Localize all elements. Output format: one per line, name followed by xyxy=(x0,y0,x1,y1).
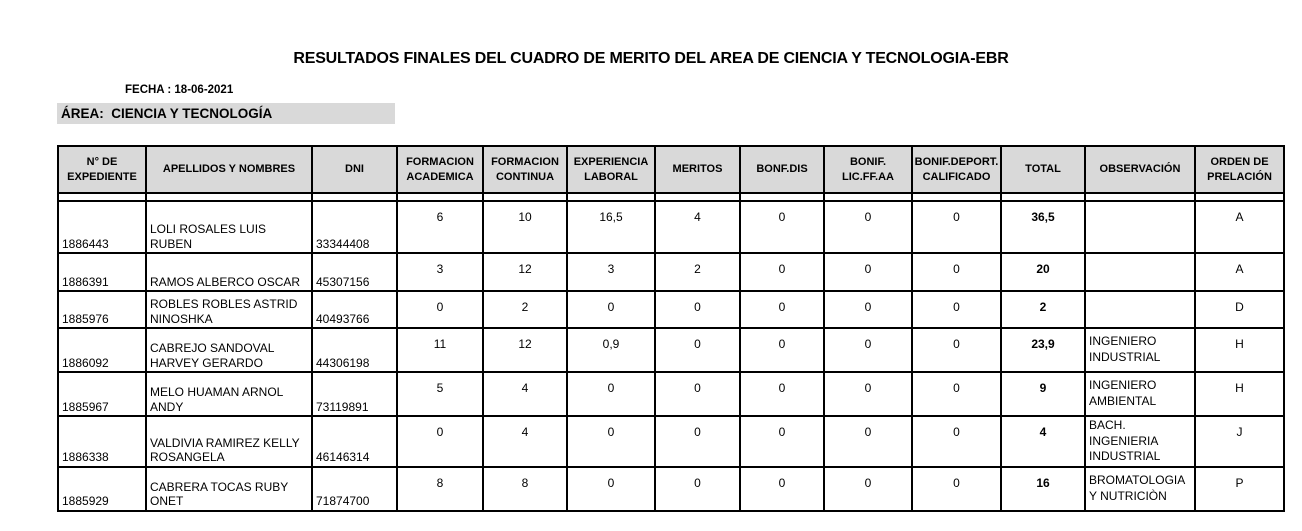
cell-expediente: 1886092 xyxy=(58,328,146,372)
cell-total: 36,5 xyxy=(1001,201,1085,253)
column-header-total: TOTAL xyxy=(1001,146,1085,193)
cell-expediente: 1885967 xyxy=(58,372,146,416)
table-row-4 xyxy=(58,328,1284,372)
cell-bonif_deport_calificado: 0 xyxy=(912,328,1001,372)
cell-bonif_deport_calificado: 0 xyxy=(912,201,1001,253)
table-row-7 xyxy=(58,467,1284,511)
cell-formacion_continua: 4 xyxy=(483,372,567,416)
cell-orden_prelacion: H xyxy=(1195,328,1284,372)
cell-observacion: BROMATOLOGIA Y NUTRICIÒN xyxy=(1085,467,1195,511)
cell-formacion_academica: 3 xyxy=(397,253,483,291)
spacer-cell xyxy=(1085,193,1195,201)
cell-nombres: RAMOS ALBERCO OSCAR xyxy=(146,253,312,291)
cell-experiencia_laboral: 0 xyxy=(567,372,655,416)
area-label: ÁREA: CIENCIA Y TECNOLOGÍA xyxy=(57,103,395,124)
cell-experiencia_laboral: 0,9 xyxy=(567,328,655,372)
table-row-2 xyxy=(58,253,1284,291)
spacer-cell xyxy=(740,193,824,201)
cell-formacion_continua: 2 xyxy=(483,291,567,328)
cell-bonif_lic_ffaa: 0 xyxy=(824,328,912,372)
spacer-cell xyxy=(655,193,740,201)
cell-meritos: 2 xyxy=(655,253,740,291)
cell-orden_prelacion: A xyxy=(1195,253,1284,291)
column-header-expediente: N° DE EXPEDIENTE xyxy=(58,146,146,193)
cell-experiencia_laboral: 3 xyxy=(567,253,655,291)
column-header-nombres: APELLIDOS Y NOMBRES xyxy=(146,146,312,193)
cell-observacion: INGENIERO AMBIENTAL xyxy=(1085,372,1195,416)
cell-nombres: ROBLES ROBLES ASTRID NINOSHKA xyxy=(146,291,312,328)
cell-bonf_dis: 0 xyxy=(740,328,824,372)
cell-observacion: BACH. INGENIERIA INDUSTRIAL xyxy=(1085,416,1195,467)
cell-dni: 46146314 xyxy=(312,416,397,467)
cell-dni: 40493766 xyxy=(312,291,397,328)
cell-expediente: 1886391 xyxy=(58,253,146,291)
cell-expediente: 1886443 xyxy=(58,201,146,253)
spacer-cell xyxy=(1001,193,1085,201)
column-header-bonf_dis: BONF.DIS xyxy=(740,146,824,193)
cell-dni: 71874700 xyxy=(312,467,397,511)
cell-formacion_academica: 5 xyxy=(397,372,483,416)
spacer-cell xyxy=(1195,193,1284,201)
cell-total: 4 xyxy=(1001,416,1085,467)
cell-orden_prelacion: A xyxy=(1195,201,1284,253)
spacer-cell xyxy=(824,193,912,201)
cell-formacion_continua: 10 xyxy=(483,201,567,253)
cell-meritos: 0 xyxy=(655,372,740,416)
fecha-label: FECHA : 18-06-2021 xyxy=(125,84,234,96)
column-header-observacion: OBSERVACIÓN xyxy=(1085,146,1195,193)
cell-bonf_dis: 0 xyxy=(740,291,824,328)
cell-dni: 44306198 xyxy=(312,328,397,372)
spacer-cell xyxy=(483,193,567,201)
cell-bonif_lic_ffaa: 0 xyxy=(824,467,912,511)
cell-total: 2 xyxy=(1001,291,1085,328)
cell-formacion_academica: 0 xyxy=(397,416,483,467)
cell-meritos: 0 xyxy=(655,328,740,372)
cell-experiencia_laboral: 0 xyxy=(567,291,655,328)
cell-experiencia_laboral: 16,5 xyxy=(567,201,655,253)
cell-orden_prelacion: H xyxy=(1195,372,1284,416)
table-row-1 xyxy=(58,201,1284,253)
cell-dni: 73119891 xyxy=(312,372,397,416)
cell-nombres: MELO HUAMAN ARNOL ANDY xyxy=(146,372,312,416)
column-header-experiencia_laboral: EXPERIENCIA LABORAL xyxy=(567,146,655,193)
cell-bonf_dis: 0 xyxy=(740,467,824,511)
cell-nombres: CABREJO SANDOVAL HARVEY GERARDO xyxy=(146,328,312,372)
cell-experiencia_laboral: 0 xyxy=(567,416,655,467)
cell-bonif_deport_calificado: 0 xyxy=(912,253,1001,291)
cell-bonif_deport_calificado: 0 xyxy=(912,372,1001,416)
cell-bonf_dis: 0 xyxy=(740,372,824,416)
column-header-dni: DNI xyxy=(312,146,397,193)
column-header-bonif_lic_ffaa: BONIF. LIC.FF.AA xyxy=(824,146,912,193)
spacer-cell xyxy=(397,193,483,201)
cell-orden_prelacion: P xyxy=(1195,467,1284,511)
cell-dni: 33344408 xyxy=(312,201,397,253)
column-header-meritos: MERITOS xyxy=(655,146,740,193)
spacer-cell xyxy=(58,193,146,201)
cell-bonf_dis: 0 xyxy=(740,253,824,291)
cell-orden_prelacion: D xyxy=(1195,291,1284,328)
cell-bonif_lic_ffaa: 0 xyxy=(824,253,912,291)
cell-nombres: VALDIVIA RAMIREZ KELLY ROSANGELA xyxy=(146,416,312,467)
cell-meritos: 0 xyxy=(655,467,740,511)
cell-formacion_continua: 12 xyxy=(483,328,567,372)
column-header-orden_prelacion: ORDEN DE PRELACIÓN xyxy=(1195,146,1284,193)
cell-observacion xyxy=(1085,253,1195,291)
cell-observacion xyxy=(1085,291,1195,328)
cell-formacion_continua: 12 xyxy=(483,253,567,291)
table-body xyxy=(58,193,1284,511)
cell-bonif_deport_calificado: 0 xyxy=(912,416,1001,467)
cell-nombres: CABRERA TOCAS RUBY ONET xyxy=(146,467,312,511)
spacer-cell xyxy=(312,193,397,201)
cell-observacion: INGENIERO INDUSTRIAL xyxy=(1085,328,1195,372)
column-header-formacion_continua: FORMACION CONTINUA xyxy=(483,146,567,193)
cell-formacion_continua: 8 xyxy=(483,467,567,511)
table-header-row xyxy=(58,146,1284,193)
cell-observacion xyxy=(1085,201,1195,253)
cell-bonif_lic_ffaa: 0 xyxy=(824,372,912,416)
spacer-cell xyxy=(567,193,655,201)
cell-expediente: 1885929 xyxy=(58,467,146,511)
cell-meritos: 4 xyxy=(655,201,740,253)
cell-experiencia_laboral: 0 xyxy=(567,467,655,511)
cell-bonif_deport_calificado: 0 xyxy=(912,291,1001,328)
cell-dni: 45307156 xyxy=(312,253,397,291)
spacer-cell xyxy=(912,193,1001,201)
cell-formacion_academica: 6 xyxy=(397,201,483,253)
spacer-cell xyxy=(146,193,312,201)
cell-total: 20 xyxy=(1001,253,1085,291)
cell-bonif_lic_ffaa: 0 xyxy=(824,416,912,467)
cell-meritos: 0 xyxy=(655,416,740,467)
cell-bonf_dis: 0 xyxy=(740,416,824,467)
document-title: RESULTADOS FINALES DEL CUADRO DE MERITO DEL AREA DE CIENCIA Y TECNOLOGIA-EBR xyxy=(293,50,1009,67)
cell-bonif_deport_calificado: 0 xyxy=(912,467,1001,511)
cell-bonf_dis: 0 xyxy=(740,201,824,253)
merit-results-table xyxy=(57,145,1285,512)
spacer-row xyxy=(58,193,1284,201)
cell-formacion_academica: 0 xyxy=(397,291,483,328)
cell-total: 16 xyxy=(1001,467,1085,511)
cell-bonif_lic_ffaa: 0 xyxy=(824,291,912,328)
cell-expediente: 1885976 xyxy=(58,291,146,328)
cell-bonif_lic_ffaa: 0 xyxy=(824,201,912,253)
column-header-formacion_academica: FORMACION ACADEMICA xyxy=(397,146,483,193)
cell-total: 9 xyxy=(1001,372,1085,416)
cell-formacion_academica: 8 xyxy=(397,467,483,511)
column-header-bonif_deport_calificado: BONIF.DEPORT.CALIFICADO xyxy=(912,146,1001,193)
cell-formacion_continua: 4 xyxy=(483,416,567,467)
cell-expediente: 1886338 xyxy=(58,416,146,467)
table-row-5 xyxy=(58,372,1284,416)
cell-orden_prelacion: J xyxy=(1195,416,1284,467)
cell-nombres: LOLI ROSALES LUIS RUBEN xyxy=(146,201,312,253)
cell-formacion_academica: 11 xyxy=(397,328,483,372)
table-row-6 xyxy=(58,416,1284,467)
table-row-3 xyxy=(58,291,1284,328)
cell-meritos: 0 xyxy=(655,291,740,328)
cell-total: 23,9 xyxy=(1001,328,1085,372)
